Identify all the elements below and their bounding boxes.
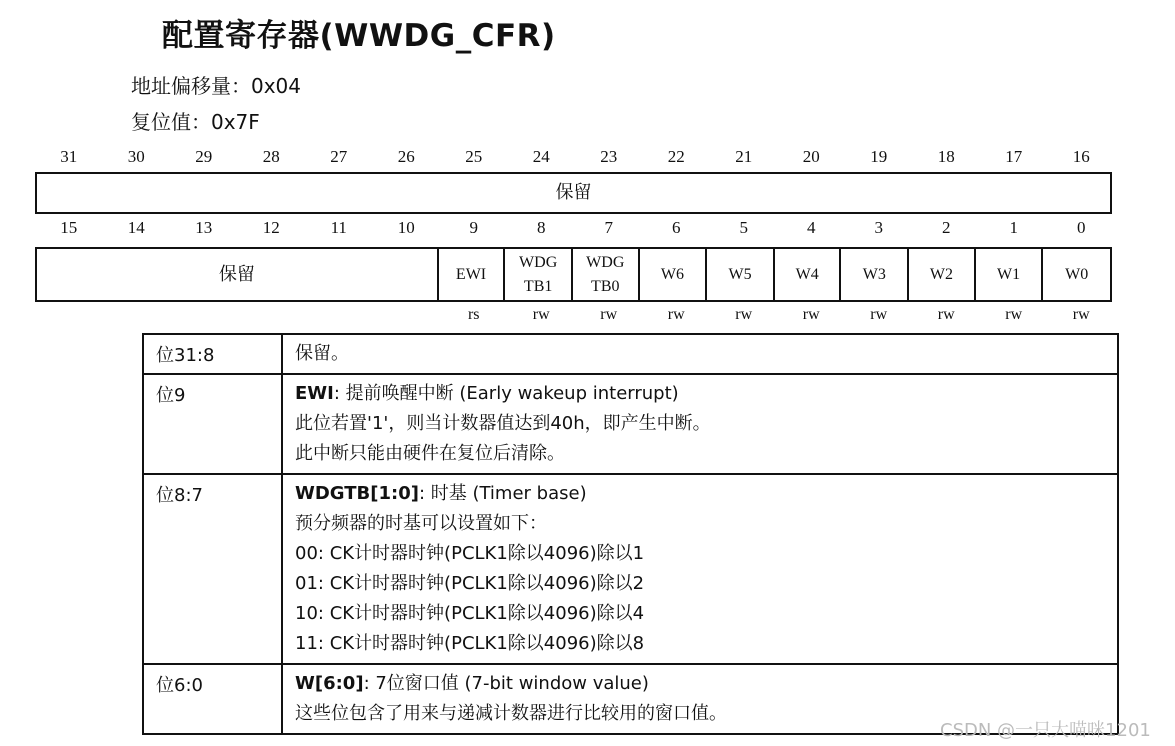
bit-number: 23 — [600, 147, 618, 166]
bit-range: 位6:0 — [143, 664, 282, 734]
reset-value: 复位值：0x7F — [131, 110, 260, 134]
bit-info — [282, 374, 1118, 474]
bit-number: 30 — [127, 147, 145, 166]
bit-number: 15 — [60, 218, 78, 237]
bit-number: 10 — [397, 218, 415, 237]
bit-number: 12 — [262, 218, 280, 237]
bit-number: 16 — [1072, 147, 1090, 166]
field-name: EWI — [295, 383, 334, 404]
bit-number: 5 — [739, 218, 748, 237]
field-w4: W4 — [773, 249, 840, 300]
field-wdgtb0 — [571, 249, 638, 300]
access-type: rw — [667, 306, 685, 323]
bit-number: 9 — [469, 218, 478, 237]
bit-number: 20 — [802, 147, 820, 166]
field-desc: : 7位窗口值 (7-bit window value) — [363, 673, 649, 694]
bit-number: 3 — [874, 218, 883, 237]
info-line: 此中断只能由硬件在复位后清除。 — [295, 443, 565, 464]
table-row — [143, 334, 1118, 374]
info-line: 这些位包含了用来与递减计数器进行比较用的窗口值。 — [295, 703, 727, 724]
bit-number: 0 — [1077, 218, 1086, 237]
address-offset: 地址偏移量：0x04 — [131, 74, 302, 98]
field-desc: : 时基 (Timer base) — [418, 483, 587, 504]
bit-info — [282, 334, 1118, 374]
bit-numbers-high — [35, 147, 1115, 169]
field-w5: W5 — [705, 249, 773, 300]
access-type: rw — [802, 306, 820, 323]
field-wdgtb0-bottom: TB0 — [591, 277, 620, 295]
bit-number: 21 — [735, 147, 753, 166]
page-title: 配置寄存器(WWDG_CFR) — [162, 18, 556, 54]
field-w6: W6 — [638, 249, 706, 300]
watermark: CSDN @一只大喵咪1201 — [940, 720, 1151, 741]
field-heading — [295, 479, 1105, 509]
bit-numbers-low — [35, 218, 1115, 240]
access-type: rw — [600, 306, 618, 323]
field-name: W[6:0] — [295, 673, 364, 694]
bit-number: 19 — [870, 147, 888, 166]
bit-number: 31 — [60, 147, 78, 166]
bit-number: 18 — [937, 147, 955, 166]
register-high-reserved: 保留 — [35, 172, 1112, 214]
field-desc: : 提前唤醒中断 (Early wakeup interrupt) — [333, 383, 679, 404]
register-low — [35, 247, 1112, 302]
info-line: 此位若置'1'，则当计数器值达到40h，即产生中断。 — [295, 413, 711, 434]
info-line: 预分频器的时基可以设置如下： — [295, 513, 547, 534]
bit-number: 29 — [195, 147, 213, 166]
bit-number: 28 — [262, 147, 280, 166]
field-w0: W0 — [1041, 249, 1110, 300]
field-heading — [295, 379, 1105, 409]
field-name: WDGTB[1:0] — [295, 483, 419, 504]
field-wdgtb0-top: WDG — [586, 253, 625, 271]
field-ewi: EWI — [437, 249, 504, 300]
access-type: rw — [1072, 306, 1090, 323]
info-line: 01: CK计时器时钟(PCLK1除以4096)除以2 — [295, 573, 645, 594]
bit-number: 26 — [397, 147, 415, 166]
table-row — [143, 474, 1118, 664]
bit-range: 位31:8 — [143, 334, 282, 374]
bit-number: 11 — [330, 218, 347, 237]
bit-range: 位8:7 — [143, 474, 282, 664]
info-line: 保留。 — [295, 343, 349, 364]
field-wdgtb1 — [503, 249, 571, 300]
bit-number: 22 — [667, 147, 685, 166]
info-line: 00: CK计时器时钟(PCLK1除以4096)除以1 — [295, 543, 645, 564]
bit-number: 8 — [537, 218, 546, 237]
bit-number: 27 — [330, 147, 348, 166]
access-type: rw — [735, 306, 753, 323]
access-type: rw — [532, 306, 550, 323]
field-wdgtb1-top: WDG — [519, 253, 558, 271]
access-type: rw — [870, 306, 888, 323]
bit-number: 25 — [465, 147, 483, 166]
bit-number: 7 — [604, 218, 613, 237]
field-w3: W3 — [839, 249, 907, 300]
bit-number: 14 — [127, 218, 145, 237]
access-types — [35, 306, 1115, 326]
field-reserved: 保留 — [218, 263, 255, 285]
bit-description-table — [142, 333, 1119, 735]
field-wdgtb1-bottom: TB1 — [523, 277, 553, 295]
bit-number: 1 — [1009, 218, 1018, 237]
bit-number: 4 — [807, 218, 816, 237]
info-line: 11: CK计时器时钟(PCLK1除以4096)除以8 — [295, 633, 645, 654]
bit-number: 24 — [532, 147, 550, 166]
bit-number: 17 — [1005, 147, 1023, 166]
access-type: rw — [1005, 306, 1023, 323]
access-type: rs — [467, 306, 480, 323]
field-w2: W2 — [907, 249, 974, 300]
field-heading — [295, 669, 1105, 699]
bit-number: 2 — [942, 218, 951, 237]
info-line: 10: CK计时器时钟(PCLK1除以4096)除以4 — [295, 603, 645, 624]
bit-number: 13 — [195, 218, 213, 237]
bit-range: 位9 — [143, 374, 282, 474]
field-w1: W1 — [974, 249, 1042, 300]
bit-number: 6 — [672, 218, 681, 237]
table-row — [143, 374, 1118, 474]
access-type: rw — [937, 306, 955, 323]
bit-info — [282, 474, 1118, 664]
